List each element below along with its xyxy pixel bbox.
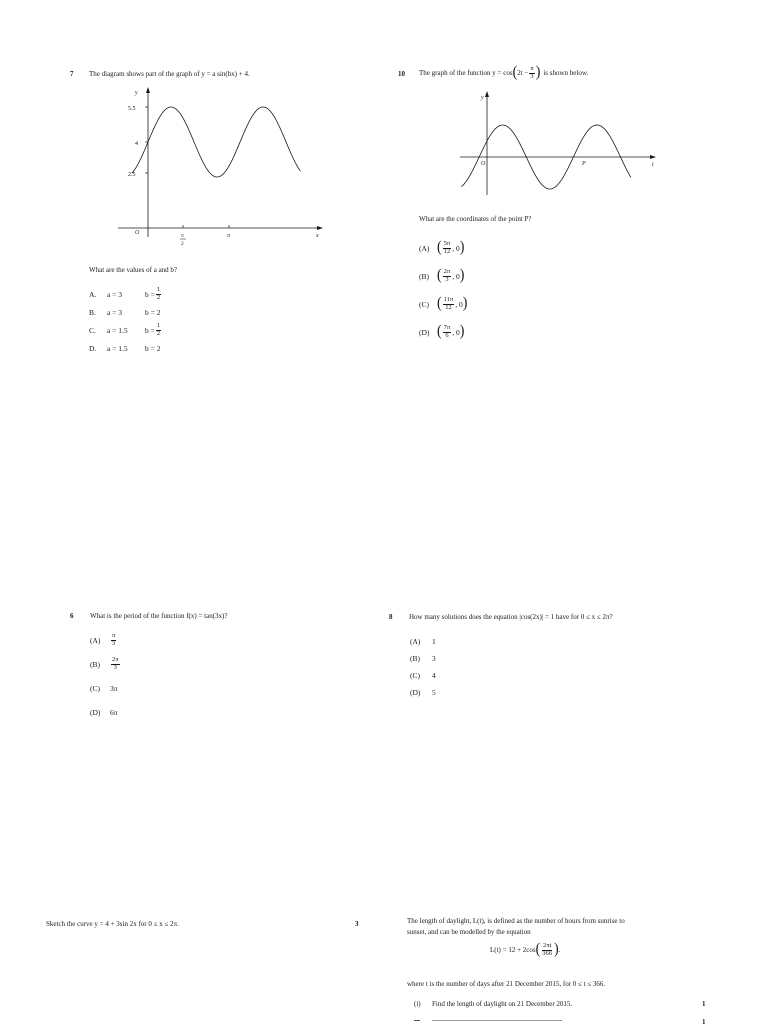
q6-option-value: 3π [110, 683, 118, 693]
q3-part-ii-partial-text [432, 1020, 562, 1021]
q8-number: 8 [389, 613, 393, 621]
q8-stem: How many solutions does the equation |cos(2x)| = 1 have for 0 ≤ x ≤ 2π? [409, 613, 613, 621]
q3-part-ii-marks: 1 [702, 1018, 706, 1026]
q6-option-a[interactable]: (A) $\frac{\pi}{3}$ [90, 632, 116, 647]
q6-option-value: 6π [110, 707, 118, 717]
q10-options [419, 234, 467, 346]
q6-option-letter: (C) [90, 683, 100, 693]
q7-option-c[interactable] [89, 321, 162, 339]
q10-stem: The graph of the function y = cos ( 2t − $\frac{\pi}{3}$ ) is shown below. [419, 63, 589, 82]
q7-option-b-prefix: b = [145, 289, 155, 299]
q7-y-label: y [135, 90, 138, 96]
q7-option-letter: D. [89, 343, 97, 353]
q6-option-c[interactable] [90, 676, 121, 700]
q10-option-letter: (B) [419, 271, 429, 281]
q7-x-tick-pi-half-num: π [181, 233, 184, 239]
q7-x-label: x [316, 233, 319, 239]
q7-option-a-value: a = 3 [107, 307, 123, 317]
q7-options [89, 285, 162, 357]
q8-option-b[interactable] [410, 650, 436, 667]
q7-x-tick-pi: π [227, 233, 231, 239]
q8-option-c[interactable] [410, 667, 436, 684]
q7-option-a[interactable] [89, 285, 162, 303]
q7-option-b-value: b = 2 [145, 343, 161, 353]
q7-curve [132, 107, 300, 177]
q10-origin-label: O [481, 161, 486, 167]
q7-option-letter: C. [89, 325, 96, 335]
q10-option-letter: (A) [419, 243, 430, 253]
q10-x-label: t [652, 162, 654, 168]
q10-option-d[interactable]: (D) ( $\frac{7\pi}{6}$ , 0 ) [419, 322, 465, 341]
sketch-question: Sketch the curve y = 4 + 3sin 2x for 0 ≤ x ≤ 2π. [46, 920, 179, 928]
q10-stem-post: is shown below. [543, 69, 589, 77]
q3-eq-pre: L(t) = 12 + 2cos [490, 946, 536, 954]
q10-graph [455, 90, 665, 200]
q7-y-tick-5-5: 5.5 [128, 106, 136, 112]
q8-option-value: 5 [432, 688, 436, 697]
q10-number: 10 [398, 70, 405, 78]
q10-question: What are the coordinates of the point P? [419, 215, 532, 223]
q7-option-a-value: a = 1.5 [107, 343, 128, 353]
q8-option-d[interactable] [410, 684, 436, 701]
q6-option-letter: (D) [90, 707, 101, 717]
q6-number: 6 [70, 612, 74, 620]
q8-option-value: 4 [432, 671, 436, 680]
q7-y-tick-4: 4 [135, 141, 138, 147]
q7-option-d[interactable] [89, 339, 162, 357]
q6-option-letter: (A) [90, 635, 101, 645]
q10-stem-arg: 2t − [517, 69, 529, 77]
q3-line-2: sunset, and can be modelled by the equation [407, 928, 531, 936]
q7-option-b-value: b = 2 [145, 307, 161, 317]
q10-point-p-label: P [582, 161, 586, 167]
q6-option-b[interactable]: (B) $\frac{2\pi}{3}$ [90, 656, 119, 671]
q7-number: 7 [70, 70, 74, 78]
q10-y-label: y [481, 95, 484, 101]
q7-graph [108, 85, 328, 250]
q6-stem: What is the period of the function f(x) = tan(3x)? [90, 612, 228, 620]
q3-where: where t is the number of days after 21 December 2015, for 0 ≤ t ≤ 366. [407, 980, 606, 988]
q10-option-b[interactable]: (B) ( $\frac{2\pi}{3}$ , 0 ) [419, 266, 465, 285]
q3-part-ii-partial-mark [414, 1020, 420, 1021]
q10-option-letter: (D) [419, 327, 430, 337]
q3-eq-post: . [558, 946, 561, 954]
q8-option-letter: (C) [410, 671, 420, 680]
q3-line-1: The length of daylight, L(t), is defined as the number of hours from sunrise to [407, 917, 625, 925]
q3-number: 3 [355, 920, 359, 928]
q6-option-letter: (B) [90, 659, 100, 669]
q7-x-arrow [317, 226, 323, 230]
q7-option-b[interactable] [89, 303, 162, 321]
q10-option-letter: (C) [419, 299, 429, 309]
q8-option-value: 3 [432, 654, 436, 663]
q7-option-b-prefix: b = [145, 325, 155, 335]
q10-stem-pre: The graph of the function y = cos [419, 69, 513, 77]
q7-origin-label: O [135, 230, 140, 236]
q3-equation: L(t) = 12 + 2cos ( $\frac{2\pi t}{366}$ ) . [490, 940, 561, 959]
q3-part-i-marks: 1 [702, 1000, 706, 1008]
q3-part-i-label: (i) [414, 1000, 421, 1008]
q7-option-a-value: a = 3 [107, 289, 123, 299]
q7-question: What are the values of a and b? [89, 266, 178, 274]
q7-x-tick-pi-half-den: 2 [181, 241, 184, 247]
q8-option-letter: (A) [410, 637, 421, 646]
q6-option-d[interactable] [90, 700, 121, 724]
q7-option-letter: A. [89, 289, 97, 299]
q7-option-a-value: a = 1.5 [107, 325, 128, 335]
q7-y-tick-2-5: 2.5 [128, 172, 136, 178]
q7-option-b-frac: $\frac{1}{2}$ [156, 286, 161, 301]
q7-y-arrow [146, 87, 150, 93]
q7-option-b-frac: $\frac{1}{2}$ [156, 322, 161, 337]
q8-option-letter: (D) [410, 688, 421, 697]
q3-part-i-text: Find the length of daylight on 21 December 2015. [432, 1000, 573, 1008]
q6-options [90, 628, 121, 724]
q10-option-c[interactable]: (C) ( $\frac{11\pi}{12}$ , 0 ) [419, 294, 468, 313]
q7-option-letter: B. [89, 307, 96, 317]
q10-option-a[interactable]: (A) ( $\frac{5\pi}{12}$ , 0 ) [419, 238, 465, 257]
q8-option-value: 1 [432, 637, 436, 646]
q8-option-letter: (B) [410, 654, 420, 663]
q7-stem: The diagram shows part of the graph of y = a sin(bx) + 4. [89, 70, 250, 78]
q8-option-a[interactable] [410, 633, 436, 650]
q8-options [410, 633, 436, 701]
